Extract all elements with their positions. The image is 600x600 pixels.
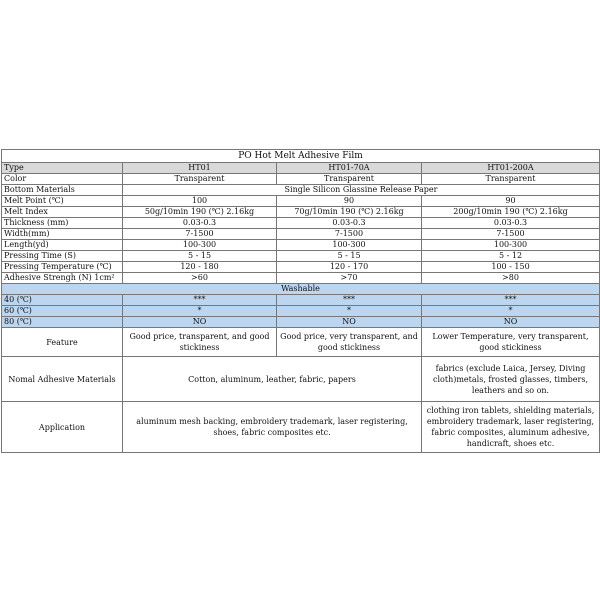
cell: * <box>123 306 277 317</box>
feature-row <box>2 328 600 357</box>
table-row <box>2 218 600 229</box>
cell: 5 - 12 <box>422 251 600 262</box>
table-row <box>2 174 600 185</box>
cell: 7-1500 <box>422 229 600 240</box>
cell: 90 <box>422 196 600 207</box>
cell: >80 <box>422 273 600 284</box>
cell: NO <box>422 317 600 328</box>
cell: Transparent <box>123 174 277 185</box>
table-row <box>2 196 600 207</box>
cell: 0.03-0.3 <box>123 218 277 229</box>
row-label: Length(yd) <box>2 240 123 251</box>
cell: 100-300 <box>422 240 600 251</box>
cell: >60 <box>123 273 277 284</box>
table-title: PO Hot Melt Adhesive Film <box>2 150 600 163</box>
cell: Lower Temperature, very transparent, good stickiness <box>422 328 600 357</box>
row-label: Melt Point (℃) <box>2 196 123 207</box>
row-label: 60 (℃) <box>2 306 123 317</box>
cell: 5 - 15 <box>123 251 277 262</box>
washable-row <box>2 317 600 328</box>
cell: 100 <box>123 196 277 207</box>
row-label: Thickness (mm) <box>2 218 123 229</box>
header-row <box>2 163 600 174</box>
washable-row <box>2 306 600 317</box>
washable-heading-row <box>2 284 600 295</box>
spec-table <box>1 149 600 453</box>
row-label: Pressing Temperature (℃) <box>2 262 123 273</box>
cell: 100 - 150 <box>422 262 600 273</box>
header-ht01-200a: HT01-200A <box>422 163 600 174</box>
cell: 0.03-0.3 <box>277 218 422 229</box>
cell: Good price, transparent, and good stickiness <box>123 328 277 357</box>
washable-row <box>2 295 600 306</box>
cell: 120 - 170 <box>277 262 422 273</box>
cell: clothing iron tablets, shielding materials, embroidery trademark, laser registering, fabric composites, aluminum adhesive, handicraft, shoes etc. <box>422 402 600 453</box>
cell: *** <box>422 295 600 306</box>
cell: 100-300 <box>123 240 277 251</box>
cell: >70 <box>277 273 422 284</box>
cell: Transparent <box>277 174 422 185</box>
cell: *** <box>123 295 277 306</box>
cell: NO <box>277 317 422 328</box>
cell: 120 - 180 <box>123 262 277 273</box>
row-label: Adhesive Strengh (N) 1cm² <box>2 273 123 284</box>
cell: *** <box>277 295 422 306</box>
table-row <box>2 207 600 218</box>
cell: Good price, very transparent, and good stickiness <box>277 328 422 357</box>
cell: 200g/10min 190 (℃) 2.16kg <box>422 207 600 218</box>
cell: Cotton, aluminum, leather, fabric, papers <box>123 357 422 402</box>
title-row <box>2 150 600 163</box>
header-ht01: HT01 <box>123 163 277 174</box>
row-label: Nomal Adhesive Materials <box>2 357 123 402</box>
row-label: Width(mm) <box>2 229 123 240</box>
row-label: Color <box>2 174 123 185</box>
cell: Single Silicon Glassine Release Paper <box>123 185 600 196</box>
nomal-materials-row <box>2 357 600 402</box>
row-label: Feature <box>2 328 123 357</box>
cell: 7-1500 <box>277 229 422 240</box>
table-row <box>2 185 600 196</box>
header-type: Type <box>2 163 123 174</box>
cell: 90 <box>277 196 422 207</box>
washable-heading: Washable <box>2 284 600 295</box>
cell: 0.03-0.3 <box>422 218 600 229</box>
row-label: Bottom Materials <box>2 185 123 196</box>
cell: 7-1500 <box>123 229 277 240</box>
cell: 5 - 15 <box>277 251 422 262</box>
row-label: 40 (℃) <box>2 295 123 306</box>
cell: 50g/10min 190 (℃) 2.16kg <box>123 207 277 218</box>
table-row <box>2 251 600 262</box>
header-ht01-70a: HT01-70A <box>277 163 422 174</box>
cell: * <box>277 306 422 317</box>
table-row <box>2 240 600 251</box>
cell: 70g/10min 190 (℃) 2.16kg <box>277 207 422 218</box>
application-row <box>2 402 600 453</box>
cell: NO <box>123 317 277 328</box>
row-label: Pressing Time (S) <box>2 251 123 262</box>
cell: fabrics (exclude Laica, Jersey, Diving cloth)metals, frosted glasses, timbers, leathers and so on. <box>422 357 600 402</box>
table-row <box>2 273 600 284</box>
cell: * <box>422 306 600 317</box>
cell: aluminum mesh backing, embroidery trademark, laser registering, shoes, fabric composites etc. <box>123 402 422 453</box>
row-label: Melt Index <box>2 207 123 218</box>
row-label: Application <box>2 402 123 453</box>
spec-sheet <box>1 149 599 453</box>
table-row <box>2 229 600 240</box>
cell: 100-300 <box>277 240 422 251</box>
cell: Transparent <box>422 174 600 185</box>
row-label: 80 (℃) <box>2 317 123 328</box>
table-row <box>2 262 600 273</box>
